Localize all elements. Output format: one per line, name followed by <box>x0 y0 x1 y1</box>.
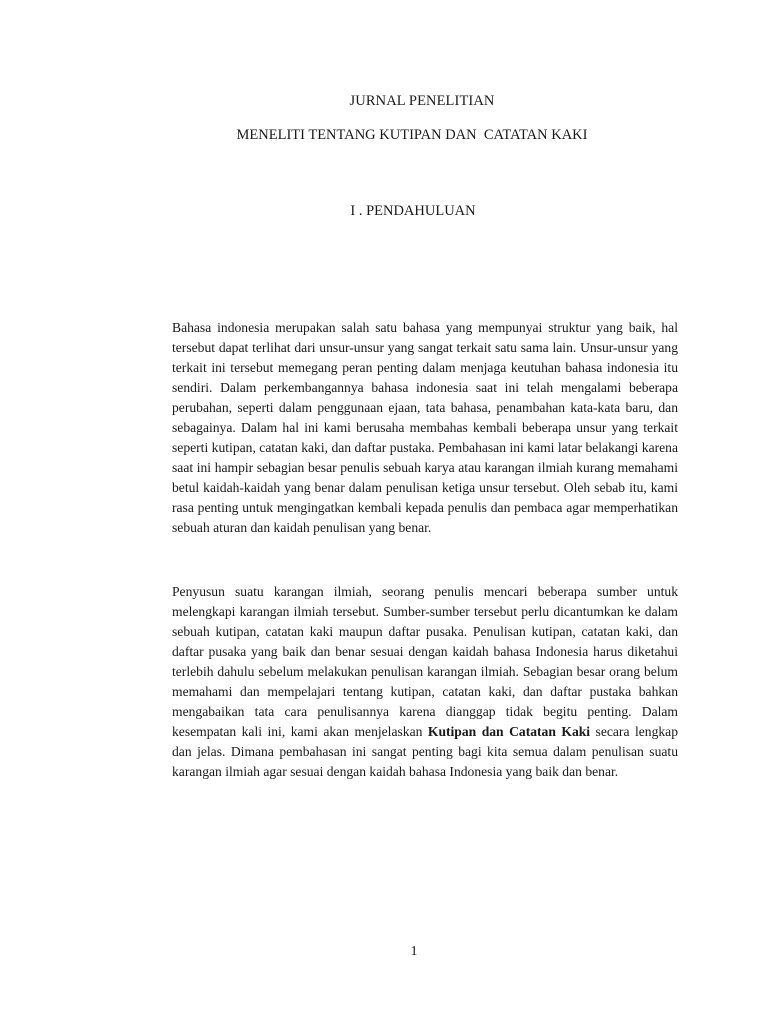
paragraph-purpose <box>172 582 678 782</box>
page-number: 1 <box>410 944 418 959</box>
paragraph-purpose-text-start: Penyusun suatu karangan ilmiah, seorang penulis mencari beberapa sumber untuk melengkapi karangan ilmiah tersebut. Sumber-sumber tersebut perlu dicantumkan ke dalam sebuah kutipan, catatan kaki maupun daftar pusaka. Penulisan kutipan, catatan kaki, dan daftar pusaka yang baik dan benar sesuai dengan kaidah bahasa Indonesia harus diketahui terlebih dahulu sebelum melakukan penulisan karangan ilmiah. Sebagian besar orang belum memahami dan mempelajari tentang kutipan, catatan kaki, dan daftar pustaka bahkan mengabaikan tata cara penulisannya karena dianggap tidak begitu penting. Dalam kesempatan kali ini, kami akan menjelaskan <box>172 584 678 739</box>
journal-label: JURNAL PENELITIAN <box>349 93 495 109</box>
document-title: MENELITI TENTANG KUTIPAN DAN CATATAN KAKI <box>236 127 588 143</box>
paragraph-purpose-bold-term: Kutipan dan Catatan Kaki <box>427 724 591 739</box>
paragraph-purpose-text-end: secara lengkap dan jelas. Dimana pembahasan ini sangat penting bagi kita semua dalam penulisan suatu karangan ilmiah agar sesuai dengan kaidah bahasa Indonesia yang baik dan benar. <box>172 724 678 779</box>
paragraph-introduction: Bahasa indonesia merupakan salah satu bahasa yang mempunyai struktur yang baik, hal tersebut dapat terlihat dari unsur-unsur yang sangat terkait satu sama lain. Unsur-unsur yang terkait ini tersebut memegang peran penting dalam menjaga keutuhan bahasa indonesia itu sendiri. Dalam perkembangannya bahasa indonesia saat ini telah mengalami beberapa perubahan, seperti dalam penggunaan ejaan, tata bahasa, penambahan kata-kata baru, dan sebagainya. Dalam hal ini kami berusaha membahas kembali beberapa unsur yang terkait seperti kutipan, catatan kaki, dan daftar pustaka. Pembahasan ini kami latar belakangi karena saat ini hampir sebagian besar penulis sebuah karya atau karangan ilmiah kurang memahami betul kaidah-kaidah yang benar dalam penulisan ketiga unsur tersebut. Oleh sebab itu, kami rasa penting untuk mengingatkan kembali kepada penulis dan pembaca agar memperhatikan sebuah aturan dan kaidah penulisan yang benar. <box>172 320 678 535</box>
section-heading: I . PENDAHULUAN <box>350 203 476 219</box>
